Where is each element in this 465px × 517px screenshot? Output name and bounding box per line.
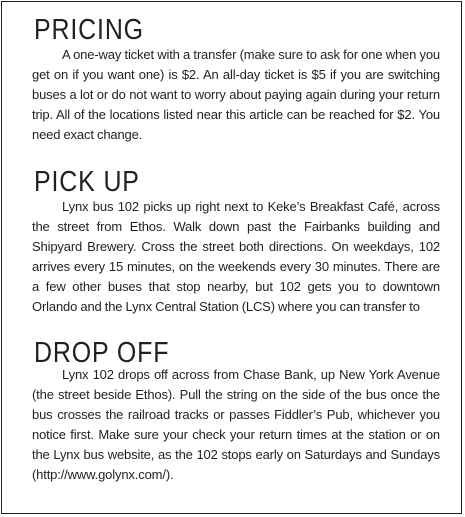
section-heading-pick-up: PICK UP <box>34 166 140 198</box>
section-body-pricing: A one-way ticket with a transfer (make sure to ask for one when you get on if you want one) is $2. An all-day ticket is $5 if you are switching buses a lot or do not want to worry about paying again during your return trip. All of the locations listed near this article can be reached for $2. You need exact change. <box>32 47 440 142</box>
section-heading-pricing: PRICING <box>34 14 144 46</box>
section-body-drop-off: Lynx 102 drops off across from Chase Bank, up New York Avenue (the street beside Ethos). Pull the string on the side of the bus once the bus crosses the railroad tracks or passes Fiddler’s Pub, whichever you notice first. Make sure your check your return times at the station or on the Lynx bus website, as the 102 stops early on Saturdays and Sundays (http://www.golynx.com/). <box>32 367 440 482</box>
section-heading-drop-off: DROP OFF <box>34 337 170 369</box>
article-frame <box>1 1 462 514</box>
section-body-pick-up: Lynx bus 102 picks up right next to Keke’s Breakfast Café, across the street from Ethos. Walk down past the Fairbanks building and Shipyard Brewery. Cross the street both directions. On weekdays, 102 arrives every 15 minutes, on the weekends every 30 minutes. There are a few other buses that stop nearby, but 102 gets you to downtown Orlando and the Lynx Central Station (LCS) where you can transfer to <box>32 199 440 314</box>
